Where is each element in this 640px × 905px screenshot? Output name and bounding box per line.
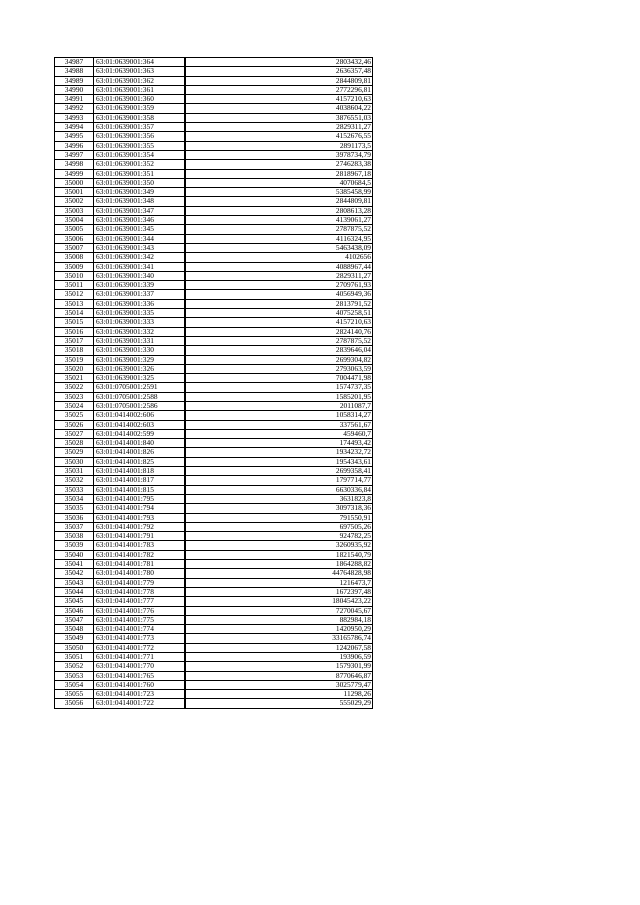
cadastral-number-cell: 63:01:0414001:777 [94, 597, 186, 606]
cadastral-value-cell: 2803432,46 [185, 58, 373, 67]
cadastral-number-cell: 63:01:0639001:344 [94, 234, 186, 243]
table-row [55, 383, 373, 392]
cadastral-value-cell: 3876551,03 [185, 113, 373, 122]
row-number-cell: 35047 [55, 615, 94, 624]
table-row [55, 197, 373, 206]
cadastral-number-cell: 63:01:0414001:760 [94, 680, 186, 689]
cadastral-value-cell: 2699304,82 [185, 355, 373, 364]
cadastral-value-cell: 2829311,27 [185, 271, 373, 280]
cadastral-value-cell: 11298,26 [185, 690, 373, 699]
table-row [55, 690, 373, 699]
cadastral-number-cell: 63:01:0639001:346 [94, 216, 186, 225]
table-row [55, 448, 373, 457]
cadastral-number-cell: 63:01:0639001:351 [94, 169, 186, 178]
cadastral-number-cell: 63:01:0639001:330 [94, 346, 186, 355]
cadastral-number-cell: 63:01:0639001:325 [94, 374, 186, 383]
cadastral-number-cell: 63:01:0705001:2591 [94, 383, 186, 392]
row-number-cell: 35001 [55, 188, 94, 197]
cadastral-number-cell: 63:01:0705001:2588 [94, 392, 186, 401]
table-row [55, 634, 373, 643]
table-row [55, 216, 373, 225]
cadastral-value-cell: 1058314,27 [185, 411, 373, 420]
cadastral-value-cell: 2636357,48 [185, 67, 373, 76]
cadastral-number-cell: 63:01:0414001:826 [94, 448, 186, 457]
table-row [55, 643, 373, 652]
cadastral-number-cell: 63:01:0414001:723 [94, 690, 186, 699]
cadastral-number-cell: 63:01:0414001:792 [94, 522, 186, 531]
table-row [55, 606, 373, 615]
cadastral-number-cell: 63:01:0414001:791 [94, 532, 186, 541]
cadastral-value-cell: 4088967,44 [185, 262, 373, 271]
cadastral-value-cell: 7270045,67 [185, 606, 373, 615]
cadastral-value-cell: 1574737,35 [185, 383, 373, 392]
table-row [55, 569, 373, 578]
row-number-cell: 35015 [55, 318, 94, 327]
cadastral-number-cell: 63:01:0414001:782 [94, 550, 186, 559]
cadastral-value-table [54, 57, 373, 709]
row-number-cell: 35038 [55, 532, 94, 541]
table-row [55, 225, 373, 234]
row-number-cell: 35000 [55, 178, 94, 187]
row-number-cell: 35007 [55, 243, 94, 252]
cadastral-value-cell: 1954343,61 [185, 457, 373, 466]
cadastral-value-cell: 4070684,5 [185, 178, 373, 187]
cadastral-number-cell: 63:01:0639001:335 [94, 309, 186, 318]
table-row [55, 253, 373, 262]
cadastral-number-cell: 63:01:0414001:781 [94, 560, 186, 569]
cadastral-number-cell: 63:01:0414002:603 [94, 420, 186, 429]
row-number-cell: 35054 [55, 680, 94, 689]
cadastral-value-cell: 2787875,52 [185, 336, 373, 345]
cadastral-value-cell: 2891173,5 [185, 141, 373, 150]
row-number-cell: 35016 [55, 327, 94, 336]
cadastral-number-cell: 63:01:0639001:360 [94, 95, 186, 104]
row-number-cell: 35002 [55, 197, 94, 206]
row-number-cell: 35035 [55, 504, 94, 513]
cadastral-number-cell: 63:01:0414001:779 [94, 578, 186, 587]
row-number-cell: 34995 [55, 132, 94, 141]
cadastral-number-cell: 63:01:0414001:775 [94, 615, 186, 624]
cadastral-value-cell: 2746283,38 [185, 160, 373, 169]
cadastral-number-cell: 63:01:0414001:772 [94, 643, 186, 652]
table-row [55, 494, 373, 503]
cadastral-number-cell: 63:01:0639001:359 [94, 104, 186, 113]
table-row [55, 132, 373, 141]
cadastral-value-cell: 2844809,81 [185, 76, 373, 85]
cadastral-value-cell: 1579301,99 [185, 662, 373, 671]
row-number-cell: 34992 [55, 104, 94, 113]
cadastral-value-cell: 18045423,22 [185, 597, 373, 606]
row-number-cell: 34991 [55, 95, 94, 104]
row-number-cell: 35046 [55, 606, 94, 615]
cadastral-number-cell: 63:01:0639001:343 [94, 243, 186, 252]
cadastral-value-cell: 2787875,52 [185, 225, 373, 234]
table-row [55, 374, 373, 383]
table-row [55, 123, 373, 132]
row-number-cell: 35045 [55, 597, 94, 606]
table-row [55, 169, 373, 178]
cadastral-value-cell: 4152676,55 [185, 132, 373, 141]
row-number-cell: 35018 [55, 346, 94, 355]
row-number-cell: 35039 [55, 541, 94, 550]
row-number-cell: 35041 [55, 560, 94, 569]
table-row [55, 560, 373, 569]
cadastral-value-cell: 555029,29 [185, 699, 373, 708]
cadastral-value-cell: 2772296,81 [185, 85, 373, 94]
table-row [55, 178, 373, 187]
cadastral-number-cell: 63:01:0639001:331 [94, 336, 186, 345]
cadastral-value-cell: 4038604,22 [185, 104, 373, 113]
cadastral-value-cell: 2709761,93 [185, 281, 373, 290]
cadastral-number-cell: 63:01:0639001:341 [94, 262, 186, 271]
row-number-cell: 34994 [55, 123, 94, 132]
table-row [55, 355, 373, 364]
row-number-cell: 35050 [55, 643, 94, 652]
row-number-cell: 35040 [55, 550, 94, 559]
cadastral-value-cell: 193906,59 [185, 653, 373, 662]
table-row [55, 234, 373, 243]
cadastral-value-cell: 1242067,58 [185, 643, 373, 652]
cadastral-value-cell: 8770646,87 [185, 671, 373, 680]
table-row [55, 309, 373, 318]
cadastral-number-cell: 63:01:0639001:364 [94, 58, 186, 67]
cadastral-number-cell: 63:01:0414001:818 [94, 467, 186, 476]
table-row [55, 58, 373, 67]
cadastral-number-cell: 63:01:0639001:356 [94, 132, 186, 141]
cadastral-number-cell: 63:01:0414001:722 [94, 699, 186, 708]
row-number-cell: 35052 [55, 662, 94, 671]
cadastral-value-cell: 2813791,52 [185, 299, 373, 308]
table-row [55, 541, 373, 550]
cadastral-number-cell: 63:01:0414001:840 [94, 439, 186, 448]
cadastral-value-cell: 2011087,7 [185, 401, 373, 410]
row-number-cell: 35027 [55, 429, 94, 438]
table-row [55, 699, 373, 708]
row-number-cell: 35010 [55, 271, 94, 280]
table-row [55, 625, 373, 634]
cadastral-value-cell: 2844809,81 [185, 197, 373, 206]
row-number-cell: 35029 [55, 448, 94, 457]
table-row [55, 578, 373, 587]
cadastral-value-cell: 4116324,95 [185, 234, 373, 243]
cadastral-value-cell: 337561,67 [185, 420, 373, 429]
cadastral-number-cell: 63:01:0639001:354 [94, 150, 186, 159]
cadastral-number-cell: 63:01:0414001:774 [94, 625, 186, 634]
cadastral-value-cell: 2839646,04 [185, 346, 373, 355]
cadastral-number-cell: 63:01:0639001:348 [94, 197, 186, 206]
row-number-cell: 35022 [55, 383, 94, 392]
cadastral-value-cell: 44764828,98 [185, 569, 373, 578]
cadastral-value-cell: 4139061,27 [185, 216, 373, 225]
row-number-cell: 35055 [55, 690, 94, 699]
cadastral-number-cell: 63:01:0414001:794 [94, 504, 186, 513]
table-row [55, 439, 373, 448]
cadastral-value-cell: 33165786,74 [185, 634, 373, 643]
row-number-cell: 35006 [55, 234, 94, 243]
cadastral-value-cell: 6630336,84 [185, 485, 373, 494]
cadastral-value-cell: 2793063,59 [185, 364, 373, 373]
table-row [55, 467, 373, 476]
row-number-cell: 35026 [55, 420, 94, 429]
cadastral-number-cell: 63:01:0414001:795 [94, 494, 186, 503]
cadastral-number-cell: 63:01:0639001:332 [94, 327, 186, 336]
table-row [55, 85, 373, 94]
table-row [55, 680, 373, 689]
table-row [55, 104, 373, 113]
cadastral-value-cell: 7004471,98 [185, 374, 373, 383]
table-row [55, 76, 373, 85]
row-number-cell: 35036 [55, 513, 94, 522]
cadastral-number-cell: 63:01:0414002:599 [94, 429, 186, 438]
table-row [55, 318, 373, 327]
cadastral-number-cell: 63:01:0639001:352 [94, 160, 186, 169]
row-number-cell: 35037 [55, 522, 94, 531]
table-row [55, 532, 373, 541]
table-row [55, 346, 373, 355]
table-row [55, 150, 373, 159]
cadastral-value-cell: 791550,91 [185, 513, 373, 522]
cadastral-value-cell: 174493,42 [185, 439, 373, 448]
row-number-cell: 35051 [55, 653, 94, 662]
row-number-cell: 35003 [55, 206, 94, 215]
cadastral-value-cell: 3025779,47 [185, 680, 373, 689]
row-number-cell: 35020 [55, 364, 94, 373]
cadastral-value-cell: 2699358,41 [185, 467, 373, 476]
cadastral-number-cell: 63:01:0639001:357 [94, 123, 186, 132]
row-number-cell: 34990 [55, 85, 94, 94]
table-row [55, 411, 373, 420]
row-number-cell: 35008 [55, 253, 94, 262]
cadastral-number-cell: 63:01:0639001:355 [94, 141, 186, 150]
cadastral-number-cell: 63:01:0639001:363 [94, 67, 186, 76]
row-number-cell: 35012 [55, 290, 94, 299]
cadastral-value-cell: 459460,7 [185, 429, 373, 438]
cadastral-number-cell: 63:01:0414001:780 [94, 569, 186, 578]
table-row [55, 141, 373, 150]
table-row [55, 550, 373, 559]
cadastral-value-cell: 5463438,09 [185, 243, 373, 252]
table-row [55, 392, 373, 401]
table-row [55, 420, 373, 429]
row-number-cell: 35004 [55, 216, 94, 225]
cadastral-number-cell: 63:01:0639001:339 [94, 281, 186, 290]
cadastral-number-cell: 63:01:0414001:825 [94, 457, 186, 466]
table-row [55, 476, 373, 485]
table-row [55, 188, 373, 197]
row-number-cell: 34997 [55, 150, 94, 159]
table-row [55, 336, 373, 345]
cadastral-number-cell: 63:01:0639001:333 [94, 318, 186, 327]
table-row [55, 271, 373, 280]
row-number-cell: 35025 [55, 411, 94, 420]
row-number-cell: 34988 [55, 67, 94, 76]
cadastral-value-cell: 4157210,63 [185, 95, 373, 104]
row-number-cell: 35024 [55, 401, 94, 410]
table-row [55, 662, 373, 671]
cadastral-value-cell: 3631823,8 [185, 494, 373, 503]
cadastral-value-cell: 697505,26 [185, 522, 373, 531]
cadastral-number-cell: 63:01:0414001:815 [94, 485, 186, 494]
table-row [55, 243, 373, 252]
row-number-cell: 35031 [55, 467, 94, 476]
row-number-cell: 35028 [55, 439, 94, 448]
cadastral-value-cell: 2818967,18 [185, 169, 373, 178]
row-number-cell: 35034 [55, 494, 94, 503]
table-row [55, 615, 373, 624]
row-number-cell: 35032 [55, 476, 94, 485]
table-row [55, 262, 373, 271]
cadastral-number-cell: 63:01:0414001:778 [94, 587, 186, 596]
cadastral-number-cell: 63:01:0414001:776 [94, 606, 186, 615]
row-number-cell: 35042 [55, 569, 94, 578]
table-row [55, 671, 373, 680]
row-number-cell: 35023 [55, 392, 94, 401]
row-number-cell: 34998 [55, 160, 94, 169]
cadastral-value-cell: 1585201,95 [185, 392, 373, 401]
row-number-cell: 35014 [55, 309, 94, 318]
cadastral-number-cell: 63:01:0414001:817 [94, 476, 186, 485]
table-row [55, 67, 373, 76]
cadastral-value-cell: 2824140,76 [185, 327, 373, 336]
table-body [55, 58, 373, 709]
cadastral-value-cell: 1672397,48 [185, 587, 373, 596]
cadastral-number-cell: 63:01:0639001:347 [94, 206, 186, 215]
table-row [55, 327, 373, 336]
cadastral-number-cell: 63:01:0639001:326 [94, 364, 186, 373]
row-number-cell: 34989 [55, 76, 94, 85]
row-number-cell: 34993 [55, 113, 94, 122]
table-row [55, 587, 373, 596]
row-number-cell: 35005 [55, 225, 94, 234]
table-row [55, 401, 373, 410]
cadastral-value-cell: 4102656 [185, 253, 373, 262]
row-number-cell: 35021 [55, 374, 94, 383]
cadastral-value-cell: 3097318,36 [185, 504, 373, 513]
row-number-cell: 35043 [55, 578, 94, 587]
row-number-cell: 34996 [55, 141, 94, 150]
cadastral-value-cell: 1864288,82 [185, 560, 373, 569]
cadastral-value-cell: 1420950,29 [185, 625, 373, 634]
cadastral-number-cell: 63:01:0639001:340 [94, 271, 186, 280]
row-number-cell: 35009 [55, 262, 94, 271]
cadastral-number-cell: 63:01:0639001:337 [94, 290, 186, 299]
row-number-cell: 35056 [55, 699, 94, 708]
table-row [55, 457, 373, 466]
cadastral-number-cell: 63:01:0414001:793 [94, 513, 186, 522]
row-number-cell: 35013 [55, 299, 94, 308]
row-number-cell: 35019 [55, 355, 94, 364]
cadastral-number-cell: 63:01:0414001:783 [94, 541, 186, 550]
table-row [55, 160, 373, 169]
row-number-cell: 35044 [55, 587, 94, 596]
row-number-cell: 35030 [55, 457, 94, 466]
row-number-cell: 35033 [55, 485, 94, 494]
row-number-cell: 35049 [55, 634, 94, 643]
table-row [55, 522, 373, 531]
cadastral-number-cell: 63:01:0639001:350 [94, 178, 186, 187]
table-row [55, 429, 373, 438]
cadastral-value-cell: 4056949,36 [185, 290, 373, 299]
cadastral-number-cell: 63:01:0414001:770 [94, 662, 186, 671]
cadastral-value-cell: 1216473,7 [185, 578, 373, 587]
cadastral-number-cell: 63:01:0639001:345 [94, 225, 186, 234]
table-row [55, 653, 373, 662]
table-row [55, 597, 373, 606]
cadastral-value-cell: 2829311,27 [185, 123, 373, 132]
cadastral-number-cell: 63:01:0639001:342 [94, 253, 186, 262]
table-row [55, 290, 373, 299]
cadastral-number-cell: 63:01:0639001:329 [94, 355, 186, 364]
cadastral-number-cell: 63:01:0639001:362 [94, 76, 186, 85]
row-number-cell: 35053 [55, 671, 94, 680]
table-row [55, 513, 373, 522]
cadastral-value-cell: 1934232,72 [185, 448, 373, 457]
cadastral-number-cell: 63:01:0414002:606 [94, 411, 186, 420]
table-row [55, 299, 373, 308]
cadastral-value-cell: 4157210,63 [185, 318, 373, 327]
cadastral-number-cell: 63:01:0639001:336 [94, 299, 186, 308]
cadastral-number-cell: 63:01:0414001:765 [94, 671, 186, 680]
row-number-cell: 35048 [55, 625, 94, 634]
cadastral-value-cell: 5385458,99 [185, 188, 373, 197]
table-row [55, 206, 373, 215]
cadastral-value-cell: 924782,25 [185, 532, 373, 541]
row-number-cell: 34999 [55, 169, 94, 178]
cadastral-number-cell: 63:01:0705001:2586 [94, 401, 186, 410]
row-number-cell: 35011 [55, 281, 94, 290]
cadastral-value-cell: 2808613,28 [185, 206, 373, 215]
cadastral-value-cell: 4075258,51 [185, 309, 373, 318]
cadastral-number-cell: 63:01:0414001:773 [94, 634, 186, 643]
cadastral-value-cell: 3260935,92 [185, 541, 373, 550]
cadastral-value-cell: 3978734,79 [185, 150, 373, 159]
cadastral-number-cell: 63:01:0639001:358 [94, 113, 186, 122]
cadastral-number-cell: 63:01:0414001:771 [94, 653, 186, 662]
table-row [55, 485, 373, 494]
cadastral-value-cell: 1797714,77 [185, 476, 373, 485]
row-number-cell: 35017 [55, 336, 94, 345]
cadastral-value-cell: 1821540,79 [185, 550, 373, 559]
table-row [55, 504, 373, 513]
cadastral-number-cell: 63:01:0639001:361 [94, 85, 186, 94]
table-row [55, 281, 373, 290]
table-row [55, 113, 373, 122]
cadastral-number-cell: 63:01:0639001:349 [94, 188, 186, 197]
table-row [55, 364, 373, 373]
row-number-cell: 34987 [55, 58, 94, 67]
table-row [55, 95, 373, 104]
cadastral-value-cell: 882984,18 [185, 615, 373, 624]
